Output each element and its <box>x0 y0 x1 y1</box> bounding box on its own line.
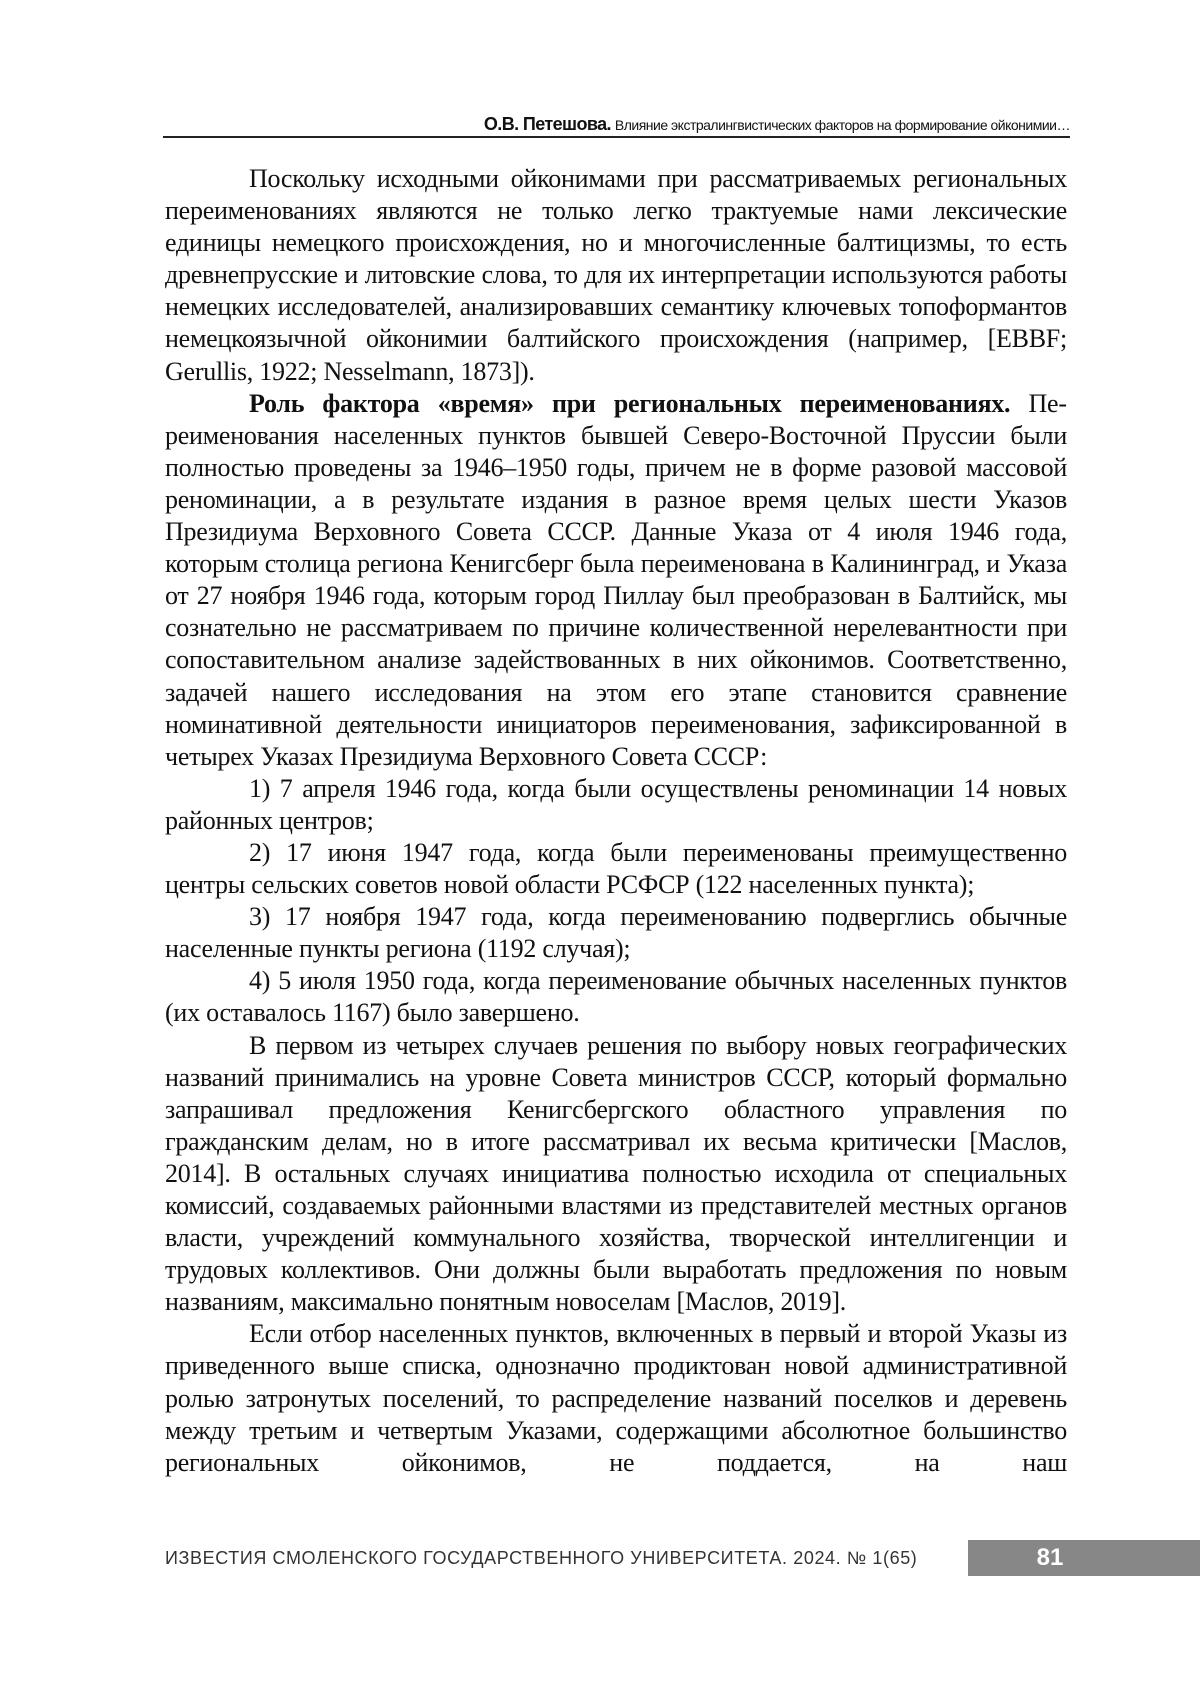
paragraph-2 <box>165 388 1067 773</box>
header-article-title: Влияние экстралингвистических факторов на формирование ойконимии… <box>614 117 1070 133</box>
list-item-1: 1) 7 апреля 1946 года, когда были осуществлены реноминации 14 новых районных центров; <box>165 773 1067 835</box>
footer-journal-title: ИЗВЕСТИЯ СМОЛЕНСКОГО ГОСУДАРСТВЕННОГО УНИВЕРСИТЕТА. 2024. № 1(65) <box>165 1548 918 1568</box>
paragraph-3: В первом из четырех случаев решения по выбору новых географических названий принимались на уровне Совета министров СССР, который формально запрашивал предложения Кенигсбергского областного управления по гражданским делам, но в итоге рассматривал их весьма критически [Маслов, 2014]. В остальных случаях инициатива полностью исходила от специальных комиссий, создаваемых районными властями из представителей местных органов власти, учреждений коммунального хозяйства, творческой интеллигенции и трудовых коллективов. Они должны были выработать предложения по новым названиям, максимально понятным новоселам [Маслов, 2019]. <box>165 1030 1067 1317</box>
list-item-3: 3) 17 ноября 1947 года, когда переименованию подверглись обычные населенные пункты региона (1192 случая); <box>165 902 1067 964</box>
header-author: О.В. Петешова. <box>483 114 611 134</box>
article-body <box>165 163 1067 1479</box>
list-item-4: 4) 5 июля 1950 года, когда переименование обычных населенных пунктов (их оставалось 1167) было завершено. <box>165 966 1067 1028</box>
header-divider <box>163 136 1070 138</box>
paragraph-4: Если отбор населенных пунктов, включенных в первый и второй Указы из приведенного выше списка, однозначно продиктован новой административной ролью затронутых поселений, то распределение названий поселков и деревень между третьим и четвертым Указами, содержащими абсолютное большинство региональных ойконимов, не поддается, на наш <box>165 1319 1067 1477</box>
list-item-2: 2) 17 июня 1947 года, когда были переименованы преимущественно центры сельских советов новой области РСФСР (122 населенных пункта); <box>165 837 1067 900</box>
paragraph-1: Поскольку исходными ойконимами при рассматриваемых региональных переименованиях являются не только легко трактуемые нами лексические единицы немецкого происхождения, но и многочисленные балтицизмы, то есть древнепрусские и литовские слова, то для их интерпретации используются работы немецких исследователей, анализировавших семантику ключевых топоформантов немецкоязычной ойконимии балтийского происхождения (например, [EBBF; Gerullis, 1922; Nesselmann, 1873]). <box>165 164 1067 386</box>
paragraph-2-text: Переименования населенных пунктов бывшей Северо-Восточной Пруссии были полностью проведены за 1946–1950 годы, причем не в форме разовой массовой реноминации, а в результате издания в разное время целых шести Указов Президиума Верховного Совета СССР. Данные Указа от 4 июля 1946 года, которым столица региона Кенигсберг была переименована в Калининград, и Указа от 27 ноября 1946 года, которым город Пиллау был преобразован в Балтийск, мы сознательно не рассматриваем по причине количественной нерелевантности при сопоставительном анализе задействованных в них ойконимов. Соответственно, задачей нашего исследования на этом его этапе становится сравнение номинативной деятельности инициаторов переименования, зафиксированной в четырех Указах Президиума Верховного Совета СССР: <box>165 388 1067 771</box>
page-number: 81 <box>1036 1544 1064 1571</box>
section-heading: Роль фактора «время» при региональных переименованиях. <box>249 388 1011 418</box>
running-header <box>163 112 1070 136</box>
page-number-box <box>968 1540 1200 1576</box>
